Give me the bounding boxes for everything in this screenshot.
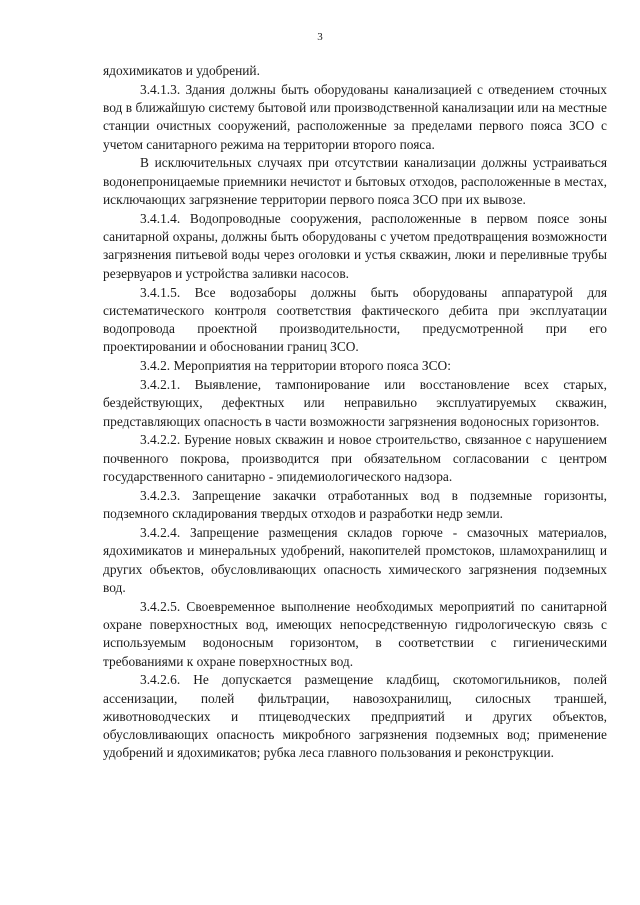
paragraph-exceptional-cases: В исключительных случаях при отсутствии канализации должны устраиваться водонепроницаемые приемники нечистот и бытовых отходов, расположенные в местах, исключающих загрязнение территории первого пояса ЗСО при их вывозе. [103,155,607,208]
paragraph-3-4-2-6: 3.4.2.6. Не допускается размещение кладбищ, скотомогильников, полей ассенизации, полей фильтрации, навозохранилищ, силосных траншей, животноводческих и птицеводческих предприятий и других объектов, обусловливающих опасность микробного загрязнения подземных вод; применение удобрений и ядохимикатов; рубка леса главного пользования и реконструкции. [103,672,607,761]
paragraph-3-4-1-3: 3.4.1.3. Здания должны быть оборудованы канализацией с отведением сточных вод в ближайшую систему бытовой или производственной канализации или на местные станции очистных сооружений, расположенные за пределами первого пояса ЗСО с учетом санитарного режима на территории второго пояса. [103,81,607,152]
paragraph-3-4-1-4: 3.4.1.4. Водопроводные сооружения, расположенные в первом поясе зоны санитарной охраны, должны быть оборудованы с учетом предотвращения возможности загрязнения питьевой воды через оголовки и устья скважин, люки и переливные трубы резервуаров и устройства заливки насосов. [103,210,607,281]
page-number: 3 [317,31,323,43]
paragraph-3-4-1-5: 3.4.1.5. Все водозаборы должны быть оборудованы аппаратурой для систематического контроля соответствия фактического дебита при эксплуатации водопровода проектной производительности, предусмотренной при его проектировании и обосновании границ ЗСО. [103,284,607,355]
paragraph-continuation: ядохимикатов и удобрений. [103,63,260,78]
document-body [103,62,607,763]
paragraph-3-4-2-1: 3.4.2.1. Выявление, тампонирование или восстановление всех старых, бездействующих, дефектных или неправильно эксплуатируемых скважин, представляющих опасность в части возможности загрязнения водоносных горизонтов. [103,377,607,429]
paragraph-3-4-2-5: 3.4.2.5. Своевременное выполнение необходимых мероприятий по санитарной охране поверхностных вод, имеющих непосредственную гидрологическую связь с используемым водоносным горизонтом, в соответствии с гигиеническими требованиями к охране поверхностных вод. [103,598,607,669]
paragraph-3-4-2-4: 3.4.2.4. Запрещение размещения складов горюче - смазочных материалов, ядохимикатов и минеральных удобрений, накопителей промстоков, шламохранилищ и других объектов, обусловливающих опасность химического загрязнения подземных вод. [103,524,607,595]
paragraph-3-4-2-heading: 3.4.2. Мероприятия на территории второго пояса ЗСО: [140,358,451,374]
paragraph-3-4-2-3: 3.4.2.3. Запрещение закачки отработанных вод в подземные горизонты, подземного складирования твердых отходов и разработки недр земли. [103,487,607,522]
paragraph-3-4-2-2: 3.4.2.2. Бурение новых скважин и новое строительство, связанное с нарушением почвенного покрова, производится при обязательном согласовании с центром государственного санитарно - эпидемиологического надзора. [103,432,607,485]
